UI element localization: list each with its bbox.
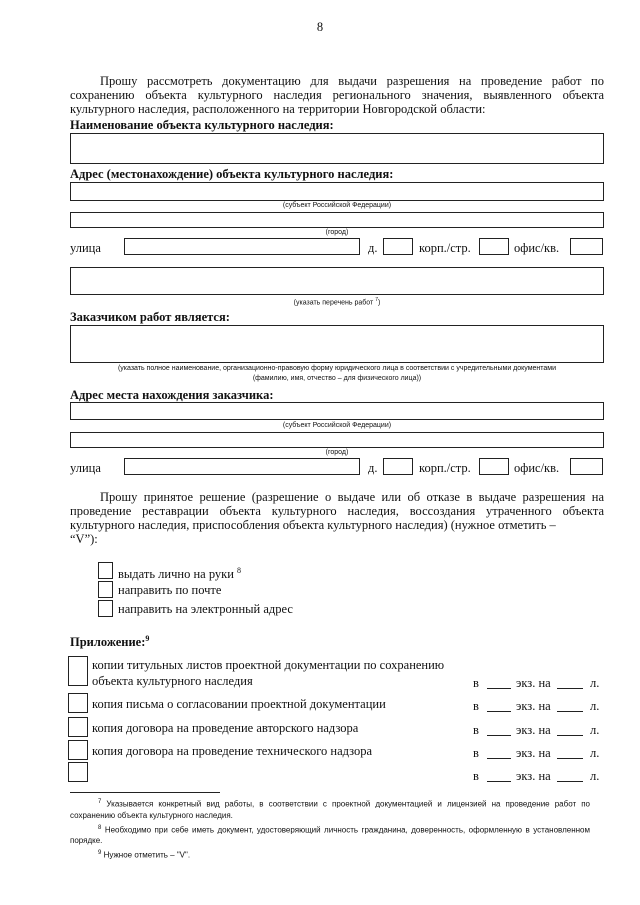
customer-city-field[interactable] <box>70 432 604 448</box>
customer-building-label: корп./стр. <box>419 461 471 475</box>
object-building-label: корп./стр. <box>419 241 471 255</box>
decision-rest: проведение реставрации объекта культурного наследия, воссоздания утраченного объекта культурного наследия, приспособления объекта культурного наследия) (нужное отметить – <box>70 504 604 532</box>
qty-copies-blank[interactable] <box>487 688 511 689</box>
delivery-email-checkbox[interactable] <box>98 600 113 617</box>
object-house-label: д. <box>368 241 378 255</box>
qty-sheets-blank[interactable] <box>557 781 583 782</box>
object-house-field[interactable] <box>383 238 413 255</box>
object-street-label: улица <box>70 241 101 255</box>
qty-sheets-label: л. <box>590 769 600 783</box>
attachment-checkbox-1[interactable] <box>68 656 88 686</box>
qty-sheets-label: л. <box>590 746 600 760</box>
delivery-email-label: направить на электронный адрес <box>118 602 293 616</box>
qty-in-label: в <box>473 769 479 783</box>
qty-in-label: в <box>473 699 479 713</box>
object-city-field[interactable] <box>70 212 604 228</box>
object-address-label: Адрес (местонахождение) объекта культурного наследия: <box>70 167 394 181</box>
decision-last: “V”): <box>70 532 98 546</box>
qty-copies-label: экз. на <box>516 723 551 737</box>
customer-hint-1: (указать полное наименование, организационно-правовую форму юридического лица в соответствии с учредительными документами <box>117 365 557 372</box>
customer-address-label: Адрес места нахождения заказчика: <box>70 388 274 402</box>
works-list-field[interactable] <box>70 267 604 295</box>
qty-sheets-blank[interactable] <box>557 735 583 736</box>
object-name-field[interactable] <box>70 133 604 164</box>
attachment-checkbox-2[interactable] <box>68 693 88 713</box>
qty-sheets-label: л. <box>590 676 600 690</box>
object-street-field[interactable] <box>124 238 360 255</box>
intro-line-1: Прошу рассмотреть документацию для выдачи разрешения на проведение работ по <box>100 74 604 88</box>
attachment-label-1a: копии титульных листов проектной документации по сохранению <box>92 658 445 672</box>
attachment-label-1b: объекта культурного наследия <box>92 674 253 688</box>
delivery-personal-label: выдать лично на руки $^8$ <box>118 566 242 582</box>
qty-copies-blank[interactable] <box>487 735 511 736</box>
customer-office-label: офис/кв. <box>514 461 560 475</box>
customer-street-label: улица <box>70 461 101 475</box>
qty-sheets-label: л. <box>590 723 600 737</box>
qty-copies-blank[interactable] <box>487 711 511 712</box>
customer-house-label: д. <box>368 461 378 475</box>
qty-in-label: в <box>473 746 479 760</box>
object-building-field[interactable] <box>479 238 509 255</box>
qty-in-label: в <box>473 723 479 737</box>
attachment-checkbox-5[interactable] <box>68 762 88 782</box>
qty-copies-label: экз. на <box>516 676 551 690</box>
customer-label: Заказчиком работ является: <box>70 310 230 324</box>
page-number: 8 <box>316 20 324 34</box>
delivery-personal-checkbox[interactable] <box>98 562 113 579</box>
intro-rest: сохранению объекта культурного наследия регионального значения, выявленного объекта культурного наследия, расположенного на территории Новгородской области: <box>70 88 604 116</box>
customer-subject-hint: (субъект Российской Федерации) <box>282 422 392 429</box>
decision-paragraph <box>70 490 604 546</box>
footnote-9: $^9$ Нужное отметить – "V". <box>98 850 191 860</box>
qty-copies-label: экз. на <box>516 769 551 783</box>
qty-copies-blank[interactable] <box>487 781 511 782</box>
object-subject-hint: (субъект Российской Федерации) <box>282 202 392 209</box>
customer-building-field[interactable] <box>479 458 509 475</box>
works-hint: (указать перечень работ $^7$) <box>293 297 381 307</box>
object-office-field[interactable] <box>570 238 603 255</box>
footnotes <box>70 797 590 861</box>
footnote-8: $^8$ Необходимо при себе иметь документ, удостоверяющий личность гражданина, доверенность, оформленную в установленном порядке. <box>70 824 590 846</box>
intro-paragraph <box>70 74 604 116</box>
attachment-checkbox-3[interactable] <box>68 717 88 737</box>
customer-office-field[interactable] <box>570 458 603 475</box>
qty-copies-label: экз. на <box>516 699 551 713</box>
object-name-label: Наименование объекта культурного наследия: <box>70 118 334 132</box>
qty-copies-blank[interactable] <box>487 758 511 759</box>
customer-subject-field[interactable] <box>70 402 604 420</box>
object-subject-field[interactable] <box>70 182 604 201</box>
qty-sheets-label: л. <box>590 699 600 713</box>
customer-hint-2: (фамилию, имя, отчество – для физического лица)) <box>252 375 422 382</box>
qty-sheets-blank[interactable] <box>557 688 583 689</box>
qty-in-label: в <box>473 676 479 690</box>
attachment-label-3: копия договора на проведение авторского надзора <box>92 721 359 735</box>
delivery-mail-label: направить по почте <box>118 583 222 597</box>
customer-house-field[interactable] <box>383 458 413 475</box>
customer-field[interactable] <box>70 325 604 363</box>
attachment-checkbox-4[interactable] <box>68 740 88 760</box>
object-city-hint: (город) <box>325 229 349 236</box>
delivery-mail-checkbox[interactable] <box>98 581 113 598</box>
customer-street-field[interactable] <box>124 458 360 475</box>
decision-line-1: Прошу принятое решение (разрешение о выдаче или об отказе в выдаче разрешения на <box>100 490 604 504</box>
attachment-label-2: копия письма о согласовании проектной документации <box>92 697 386 711</box>
qty-sheets-blank[interactable] <box>557 758 583 759</box>
attachment-label-4: копия договора на проведение технического надзора <box>92 744 373 758</box>
qty-copies-label: экз. на <box>516 746 551 760</box>
customer-city-hint: (город) <box>325 449 349 456</box>
attachments-label: Приложение:$^9$ <box>70 634 150 650</box>
footnote-7: $^7$ Указывается конкретный вид работы, в соответствии с проектной документацией и лицензией на проведение работ по сохранению объекта культурного наследия. <box>70 799 590 820</box>
object-office-label: офис/кв. <box>514 241 560 255</box>
qty-sheets-blank[interactable] <box>557 711 583 712</box>
footnote-separator <box>70 792 220 793</box>
